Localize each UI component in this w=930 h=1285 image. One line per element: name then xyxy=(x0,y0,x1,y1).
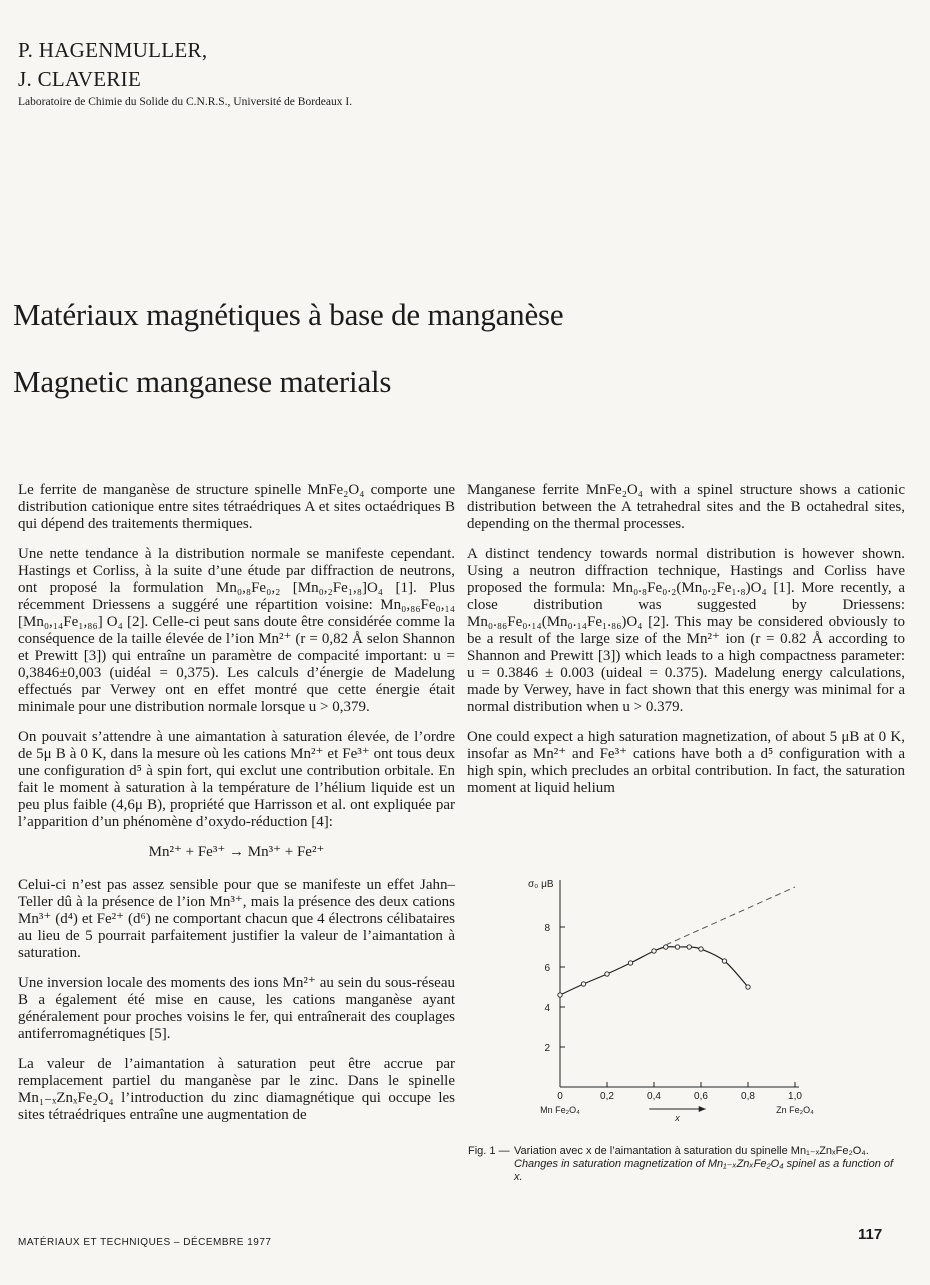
data-point xyxy=(699,947,703,951)
x-end-label-right: Zn Fe₂O₄ xyxy=(776,1105,814,1115)
title-english: Magnetic manganese materials xyxy=(13,364,392,399)
x-axis-label: x xyxy=(675,1113,680,1123)
left-paragraph-6: La valeur de l’aimantation à saturation peut être accrue par remplacement partiel du manganèse par le zinc. Dans le spinelle Mn₁₋ₓZnₓFe₂O₄ l’introduction du zinc diamagnétique qui occupe les sites tétraédriques entraîne une augmentation de xyxy=(18,1056,455,1123)
x-tick-label: 0,6 xyxy=(694,1091,708,1102)
x-tick-label: 1,0 xyxy=(788,1091,802,1102)
left-paragraph-1: Le ferrite de manganèse de structure spinelle MnFe₂O₄ comporte une distribution cationique entre sites tétraédriques A et sites octaédriques B qui dépend des traitements thermiques. xyxy=(18,482,455,532)
data-point xyxy=(687,945,691,949)
page-number: 117 xyxy=(858,1226,883,1243)
data-point xyxy=(746,985,750,989)
right-paragraph-2: A distinct tendency towards normal distribution is however shown. Using a neutron diffraction technique, Hastings and Corliss have proposed the formula: Mn₀.₈Fe₀.₂(Mn₀.₂Fe₁.₈)O₄ [1]. More recently, a close distribution was suggested by Driessens: Mn₀.₈₆Fe₀.₁₄(Mn₀.₁₄Fe₁.₈₆)O₄ [2]. This may be considered obviously to be a result of the large size of the Mn²⁺ ion (r = 0.82 Å according to Shannon and Prewitt [3]) which leads to a high compactness parameter: u = 0.3846 ± 0.003 (uideal = 0.375). Madelung energy calculations, made by Verwey, have in fact shown that this energy was minimal for a normal distribution when u > 0.379. xyxy=(467,546,905,715)
y-axis-label: σ₀ μB xyxy=(528,879,554,890)
journal-footer: MATÉRIAUX ET TECHNIQUES – DÉCEMBRE 1977 xyxy=(18,1237,272,1248)
figure-caption xyxy=(468,1145,898,1184)
title-french: Matériaux magnétiques à base de manganèse xyxy=(13,297,564,332)
left-paragraph-3: On pouvait s’attendre à une aimantation à saturation élevée, de l’ordre de 5μ B à 0 K, dans la mesure où les cations Mn²⁺ et Fe³⁺ ont tous deux une configuration d⁵ à spin fort, qui exclut une contribution orbitale. En fait le moment à saturation à la température de l’hélium liquide est un peu plus faible (4,6μ B), propriété que Harrisson et al. ont expliquée par l’apparition d’un phénomène d’oxydo-réduction [4]: xyxy=(18,729,455,830)
x-tick-label: 0,8 xyxy=(741,1091,755,1102)
y-tick-label: 2 xyxy=(544,1043,550,1054)
x-end-label-left: Mn Fe₂O₄ xyxy=(540,1105,580,1115)
right-column xyxy=(467,482,905,810)
magnetization-chart xyxy=(520,872,830,1142)
left-paragraph-5: Une inversion locale des moments des ions Mn²⁺ au sein du sous-réseau B a également été mise en cause, les cations manganèse ayant généralement pour proches voisins le fer, qui entraînerait des couplages antiferromagnétiques [5]. xyxy=(18,975,455,1042)
right-paragraph-1: Manganese ferrite MnFe₂O₄ with a spinel structure shows a cationic distribution between the A tetrahedral sites and the B octahedral sites, depending on the thermal processes. xyxy=(467,482,905,532)
left-column xyxy=(18,482,455,1137)
data-point xyxy=(605,972,609,976)
caption-number: Fig. 1 — xyxy=(468,1145,510,1157)
author-1: P. HAGENMULLER, xyxy=(18,38,208,62)
caption-english: Changes in saturation magnetization of Mn₁₋ₓZnₓFe₂O₄ spinel as a function of x. xyxy=(514,1158,894,1183)
author-2: J. CLAVERIE xyxy=(18,67,142,91)
right-paragraph-3: One could expect a high saturation magnetization, of about 5 μB at 0 K, insofar as Mn²⁺ and Fe³⁺ cations have both a d⁵ configuration with a high spin, which precludes an orbital contribution. In fact, the saturation moment at liquid helium xyxy=(467,729,905,796)
y-tick-label: 8 xyxy=(544,923,550,934)
x-arrow-head xyxy=(699,1106,706,1112)
caption-french: Variation avec x de l’aimantation à saturation du spinelle Mn₁₋ₓZnₓFe₂O₄. xyxy=(514,1145,869,1157)
data-point xyxy=(628,961,632,965)
x-tick-label: 0 xyxy=(557,1091,563,1102)
y-tick-label: 6 xyxy=(544,963,550,974)
data-point xyxy=(664,945,668,949)
redox-equation: Mn²⁺ + Fe³⁺ → Mn³⁺ + Fe²⁺ xyxy=(148,844,325,860)
affiliation: Laboratoire de Chimie du Solide du C.N.R.S., Université de Bordeaux I. xyxy=(18,96,353,108)
series-solid-line xyxy=(560,947,748,995)
data-point xyxy=(652,949,656,953)
x-tick-label: 0,4 xyxy=(647,1091,661,1102)
left-paragraph-4: Celui-ci n’est pas assez sensible pour que se manifeste un effet Jahn–Teller dû à la présence de l’ion Mn³⁺, mais la présence des deux cations Mn³⁺ (d⁴) et Fe²⁺ (d⁶) ne comportant chacun que 4 électrons célibataires au lieu de 5 pourrait parfaitement justifier la valeur de l’aimantation à saturation. xyxy=(18,877,455,961)
data-point xyxy=(581,982,585,986)
y-tick-label: 4 xyxy=(544,1003,550,1014)
data-point xyxy=(558,993,562,997)
data-point xyxy=(675,945,679,949)
left-paragraph-2: Une nette tendance à la distribution normale se manifeste cependant. Hastings et Corliss, à la suite d’une étude par diffraction de neutrons, ont proposé la formulation Mn₀,₈Fe₀,₂ [Mn₀,₂Fe₁,₈]O₄ [1]. Plus récemment Driessens a suggéré une répartition voisine: Mn₀,₈₆Fe₀,₁₄ [Mn₀,₁₄Fe₁,₈₆] O₄ [2]. Celle-ci peut sans doute être considérée comme la conséquence de la taille élevée de l’ion Mn²⁺ (r = 0,82 Å selon Shannon et Prewitt [3]) qui entraîne un paramètre de compacité important: u = 0,3846±0,003 (uidéal = 0,375). Les calculs d’énergie de Madelung effectués par Verwey ont en effet montré que cette énergie était minimale pour une distribution normale lorsque u > 0,379. xyxy=(18,546,455,715)
series-dashed-line xyxy=(666,887,795,945)
data-point xyxy=(722,959,726,963)
x-tick-label: 0,2 xyxy=(600,1091,614,1102)
